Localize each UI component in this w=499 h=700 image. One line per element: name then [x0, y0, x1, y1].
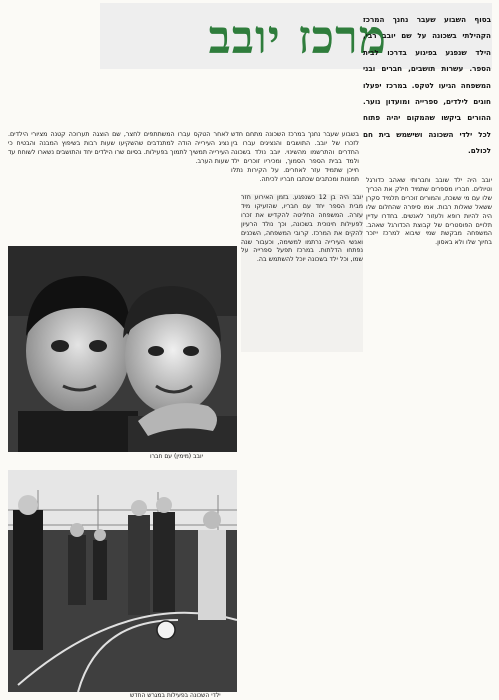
article-right-lower: יובב היה ילד שובב וחברותי שאהב כדורגל וטיולים. חבריו מספרים שתמיד חילק את הכריך שלו עם מי ששכח, והמורים זוכרים תלמיד סקרן ששאל שאלות רבות. אמו סיפרה שהחלום שלו היה להיות רופא ולעזור לאנשים. בחדרו עדיין תלויים הפוסטרים של קבוצת הכדורגל שאהב. המשפחה מבקשת שמי שיבוא למרכז ייזכר בחיוך שלו ולא באסון.: [366, 177, 492, 247]
photo-boys: [8, 246, 237, 452]
article-upper-col-a: בשבוע שעבר נחנך במרכז השכונה מתחם חדש לזכרו של יובב. התושבים והנציגים עברו בין החדרים והתרשמו מהשינוי. יובב נולד בשכונה ולמד בבית הספר הסמוך, ומכיריו זוכרים ילד חייכן שתמיד עזר לאחרים. על הקירות נתלו תמונות ומכתבים שכתבו חבריו לכיתה.: [231, 131, 359, 183]
lead-paragraph: בסוף השבוע שעבר נחנך המרכז הקהילתי בשכונה על שם יובב רבי, הילד שנפגע בפיגוע בדרכו לבית הספר. עשרות תושבים, חברים ובני המשפחה הגיעו לטקס. במרכז יפעלו חוגים לילדים, ספרייה ומועדון נוער. ההורים ביקשו שהמקום יהיה פתוח לכל ילדי השכונה ושישמש בית חם לכולם.: [363, 15, 491, 156]
photo-boys-image: [8, 246, 237, 452]
headline: מרכז יובב: [208, 10, 387, 64]
article-upper-col-b: לאחר הטקס עברו המשתתפים לחצר, שם הוצגה תערוכה קטנה מציורי הילדים. נציג העירייה הודה למתנדבים שהשקיעו שעות רבות בשיפוץ המבנה והבטיח כי העירייה תמשיך לתמוך בפעילות. בסיום שרו הילדים יחד והתושבים נשארו לשוחח עד שעות הערב.: [8, 131, 229, 165]
caption-photo-field: ילדי השכונה בפעילות במגרש החדש: [130, 692, 221, 699]
caption-photo-boys: יובב (מימין) עם חברו: [150, 453, 203, 460]
photo-field-image: [8, 470, 237, 692]
photo-field: [8, 470, 237, 692]
article-middle: יובב היה בן 12 כשנפגע. בזמן האירוע חזר מבית הספר יחד עם חבריו, שהזעיקו מיד עזרה. המשפחה החליטה להקדיש את זכרו לפעילות חינוכית בשכונה, וכך נולד הרעיון להקים את המרכז. קרובי המשפחה, השכנים ואנשי העירייה נרתמו למשימה, וכעבור שנה נפתחו הדלתות. במרכז תפעל ספרייה על שמו, וכל ילד בשכונה יוכל להשתמש בה.: [241, 194, 363, 352]
